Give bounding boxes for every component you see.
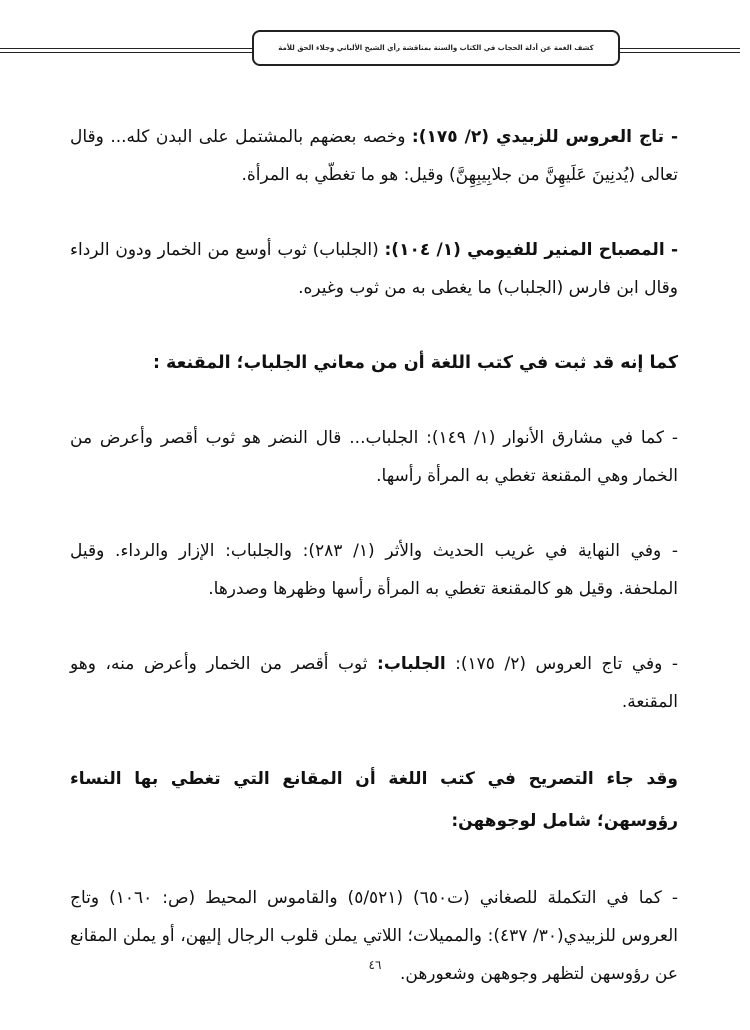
source-citation: - المصباح المنير للفيومي (١/ ١٠٤): [384, 240, 678, 260]
header-rule-left [0, 48, 255, 53]
running-header [252, 30, 620, 66]
paragraph-text: وخصه بعضهم بالمشتمل على البدن كله... وقال تعالى (يُدنِينَ عَلَيهِنَّ من جلابِيبِهِنَّ) وقيل: هو ما تغطّي به المرأة. [70, 127, 678, 185]
paragraph-text: ثوب أقصر من الخمار وأعرض منه، وهو المقنعة. [70, 654, 678, 712]
paragraph-takmila: - كما في التكملة للصغاني (ت٦٥٠) (٥/٥٢١) والقاموس المحيط (ص: ١٠٦٠) وتاج العروس للزبيدي(٣٠/ ٤٣٧): والمميلات؛ اللاتي يملن قلوب الرجال إليهن، أو يملن المقانع عن رؤوسهن لتظهر وجوههن وشعورهن. [70, 888, 679, 984]
source-citation: - وفي تاج العروس (٢/ ١٧٥): [445, 654, 679, 674]
page-number: ٤٦ [368, 958, 382, 972]
paragraph-al-nihaya: - وفي النهاية في غريب الحديث والأثر (١/ ٢٨٣): والجلباب: الإزار والرداء. وقيل الملحفة. وقيل هو كالمقنعة تغطي به المرأة رأسها وظهرها وصدرها. [70, 541, 678, 599]
header-title: كشف الغمة عن أدلة الحجاب في الكتاب والسنة بمناقشة رأي الشيخ الألباني وجلاء الحق للأمة [278, 44, 594, 52]
paragraph-misbah-munir [70, 231, 678, 307]
section-heading-maqani: وقد جاء التصريح في كتب اللغة أن المقانع التي تغطي بها النساء رؤوسهن؛ شامل لوجوههن: [70, 769, 678, 831]
paragraph-mashariq-al-anwar: - كما في مشارق الأنوار (١/ ١٤٩): الجلباب... قال النضر هو ثوب أقصر وأعرض من الخمار وهي المقنعة تغطي به المرأة رأسها. [70, 428, 678, 486]
source-citation: - تاج العروس للزبيدي (٢/ ١٧٥): [411, 127, 678, 147]
paragraph-taj-al-arus-1 [70, 118, 678, 194]
page-body [70, 118, 678, 1030]
header-rule-right [620, 48, 740, 53]
paragraph-taj-al-arus-2 [70, 645, 678, 721]
section-heading-miqna: كما إنه قد ثبت في كتب اللغة أن من معاني الجلباب؛ المقنعة : [152, 353, 678, 373]
term-jilbab: الجلباب: [377, 654, 446, 674]
paragraph-text: (الجلباب) ثوب أوسع من الخمار ودون الرداء وقال ابن فارس (الجلباب) ما يغطى به من ثوب وغيره. [70, 240, 678, 298]
